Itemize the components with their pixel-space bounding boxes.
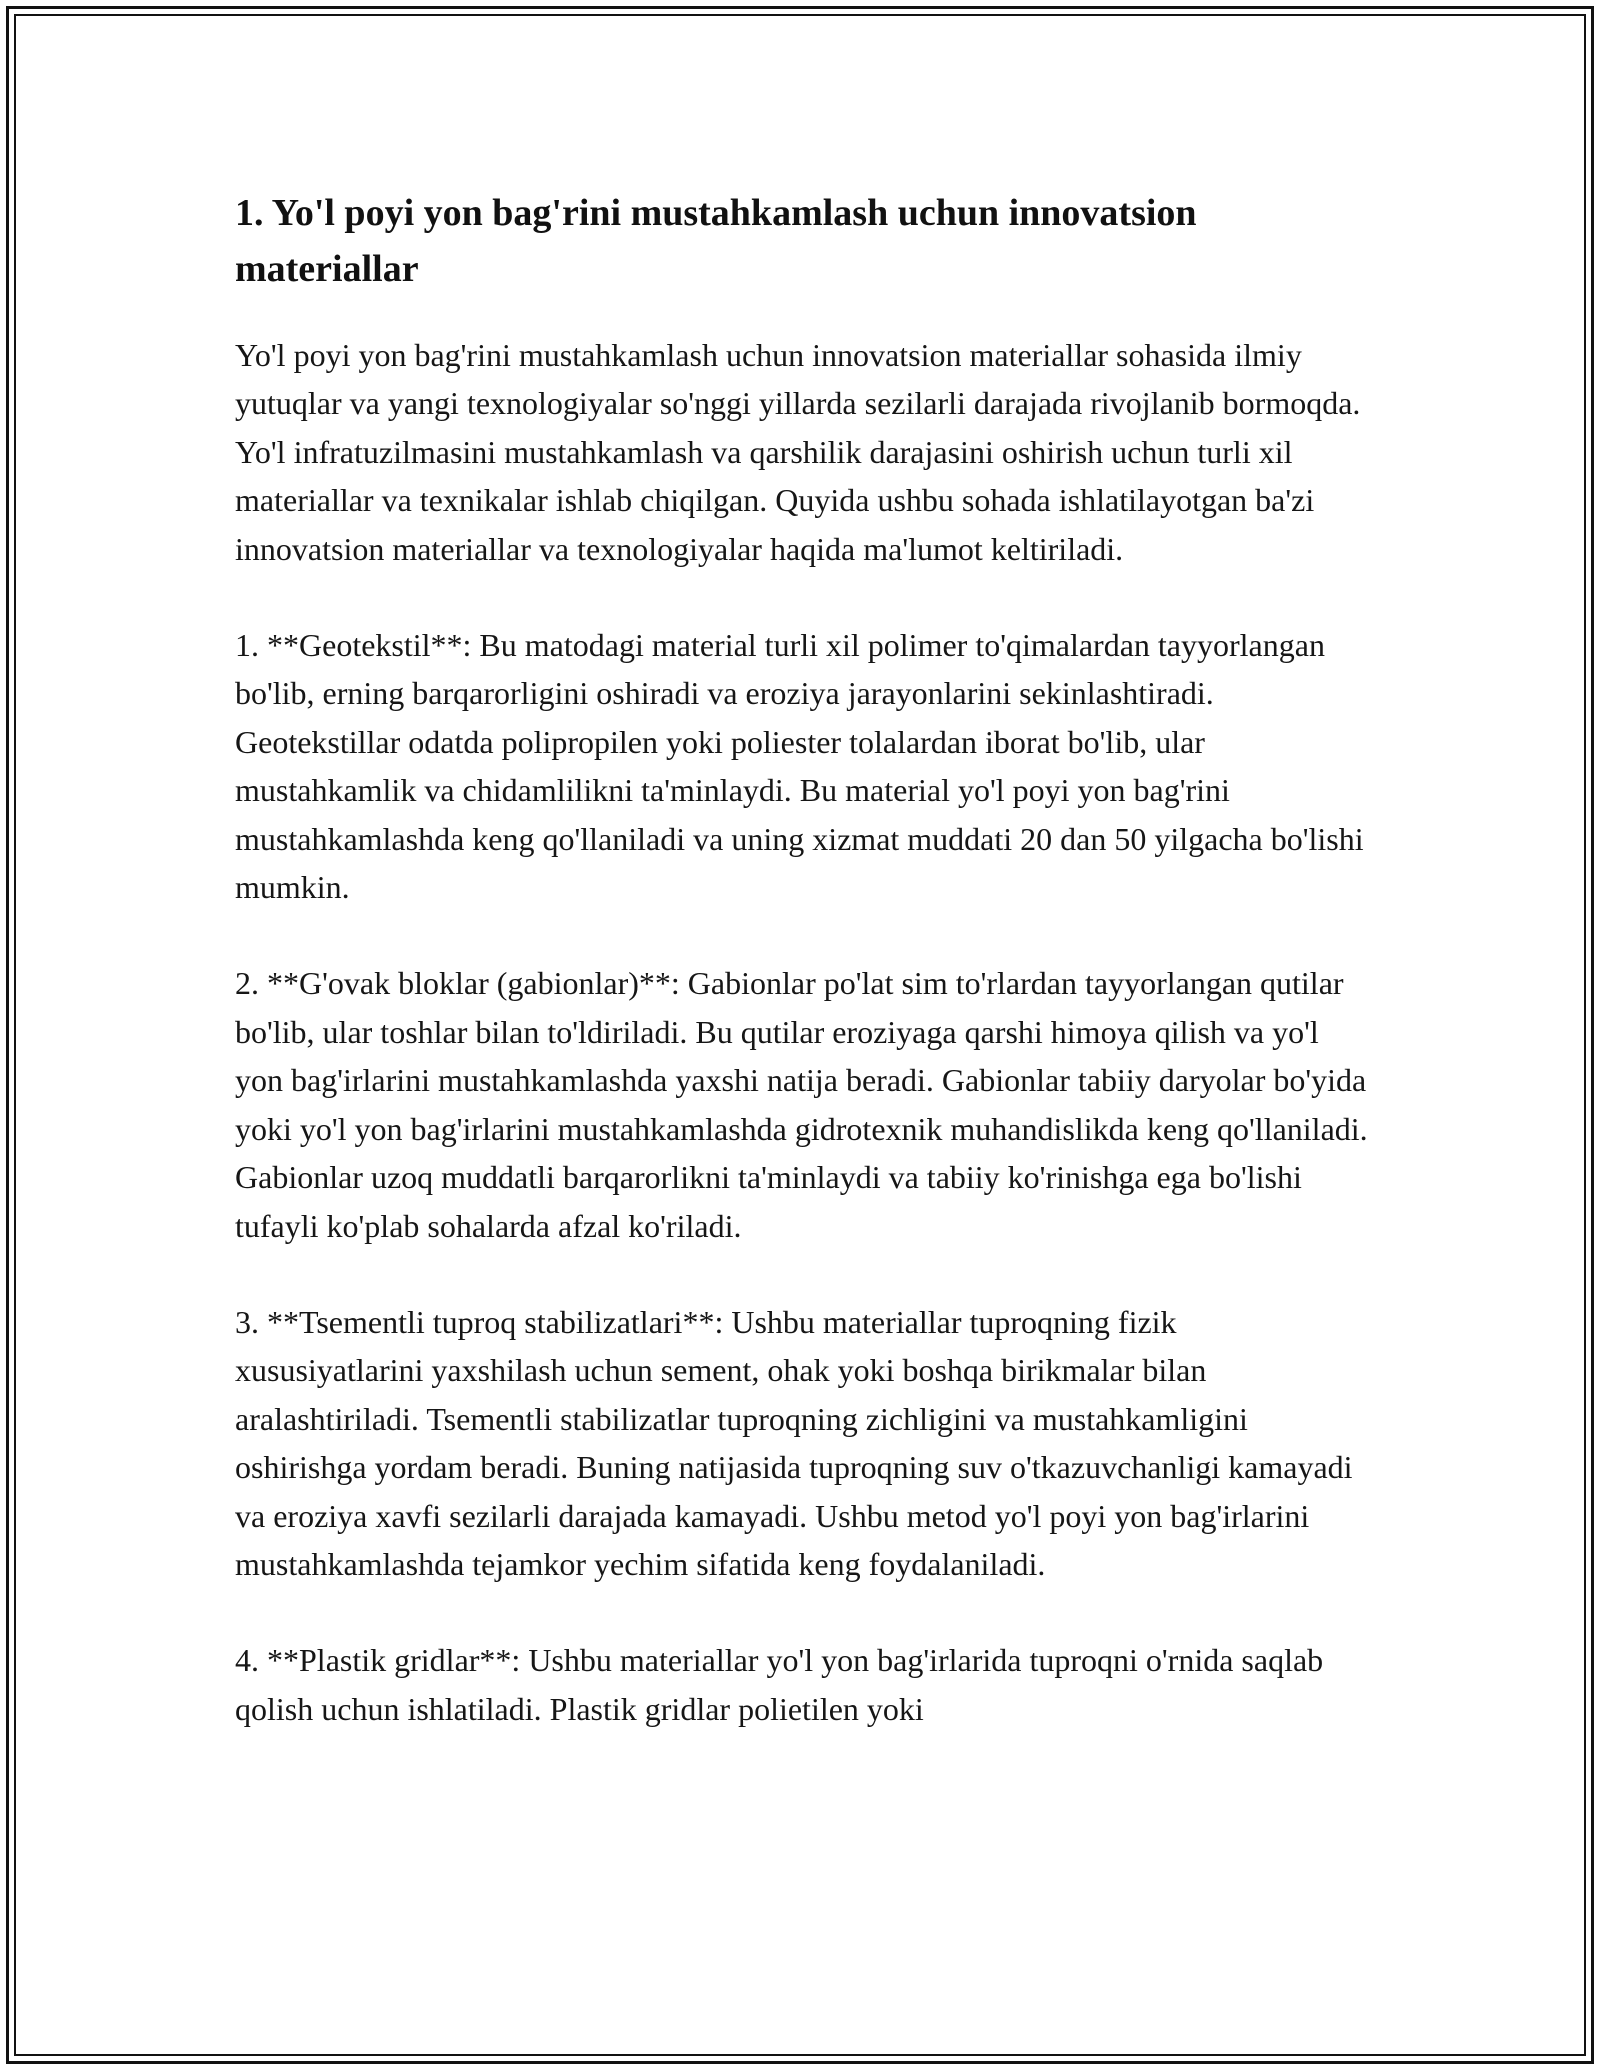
document-heading: 1. Yo'l poyi yon bag'rini mustahkamlash uchun innovatsion materiallar — [235, 192, 1197, 290]
document-body — [235, 185, 1370, 1733]
gabion-paragraph: 2. **G'ovak bloklar (gabionlar)**: Gabionlar po'lat sim to'rlardan tayyorlangan qutilar bo'lib, ular toshlar bilan to'ldiriladi. Bu qutilar eroziyaga qarshi himoya qilish va yo'l yon bag'irlarini mustahkamlashda yaxshi natija beradi. Gabionlar tabiiy daryolar bo'yida yoki yo'l yon bag'irlarini mustahkamlashda gidrotexnik muhandislikda keng qo'llaniladi. Gabionlar uzoq muddatli barqarorlikni ta'minlaydi va tabiiy ko'rinishga ega bo'lishi tufayli ko'plab sohalarda afzal ko'riladi. — [235, 965, 1368, 1244]
plastic-grid-paragraph: 4. **Plastik gridlar**: Ushbu materiallar yo'l yon bag'irlarida tuproqni o'rnida saqlab qolish uchun ishlatiladi. Plastik gridlar polietilen yoki — [235, 1642, 1324, 1727]
cement-stabilizer-paragraph: 3. **Tsementli tuproq stabilizatlari**: Ushbu materiallar tuproqning fizik xususiyatlarini yaxshilash uchun sement, ohak yoki boshqa birikmalar bilan aralashtiriladi. Tsementli stabilizatlar tuproqning zichligini va mustahkamligini oshirishga yordam beradi. Buning natijasida tuproqning suv o'tkazuvchanligi kamayadi va eroziya xavfi sezilarli darajada kamayadi. Ushbu metod yo'l poyi yon bag'irlarini mustahkamlashda tejamkor yechim sifatida keng foydalaniladi. — [235, 1303, 1353, 1582]
intro-paragraph: Yo'l poyi yon bag'rini mustahkamlash uchun innovatsion materiallar sohasida ilmiy yutuqlar va yangi texnologiyalar so'nggi yillarda sezilarli darajada rivojlanib bormoqda. Yo'l infratuzilmasini mustahkamlash va qarshilik darajasini oshirish uchun turli xil materiallar va texnikalar ishlab chiqilgan. Quyida ushbu sohada ishlatilayotgan ba'zi innovatsion materiallar va texnologiyalar haqida ma'lumot keltiriladi. — [235, 337, 1361, 567]
geotextile-paragraph: 1. **Geotekstil**: Bu matodagi material turli xil polimer to'qimalardan tayyorlangan bo'lib, erning barqarorligini oshiradi va eroziya jarayonlarini sekinlashtiradi. Geotekstillar odatda polipropilen yoki poliester tolalardan iborat bo'lib, ular mustahkamlik va chidamlilikni ta'minlaydi. Bu material yo'l poyi yon bag'rini mustahkamlashda keng qo'llaniladi va uning xizmat muddati 20 dan 50 yilgacha bo'lishi mumkin. — [235, 627, 1364, 906]
